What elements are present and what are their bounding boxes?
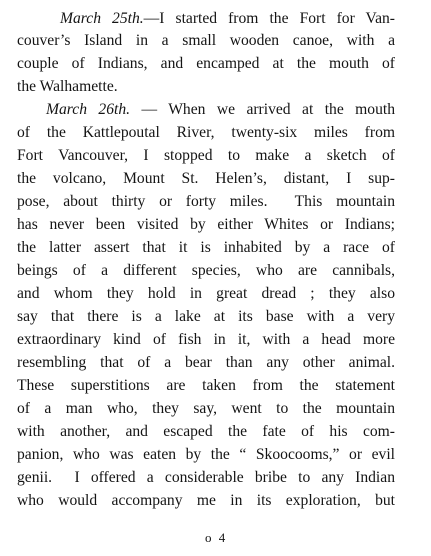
text-line: has never been visited by either Whites or Indians; <box>17 216 395 233</box>
text-line: couple of Indians, and encamped at the mouth of <box>17 55 395 72</box>
text-line: the Walhamette. <box>17 78 118 95</box>
text-line: beings of a different species, who are cannibals, <box>17 262 395 279</box>
text-line: couver’s Island in a small wooden canoe, with a <box>17 32 395 49</box>
text-line: genii. I offered a considerable bribe to any Indian <box>17 469 395 486</box>
text-line: extraordinary kind of fish in it, with a head more <box>17 331 395 348</box>
text-line: with another, and escaped the fate of his com- <box>17 423 395 440</box>
text-line: These superstitions are taken from the statement <box>17 377 395 394</box>
line-text: —I started from the Fort for Van- <box>143 10 395 27</box>
entry-date: March 25th. <box>60 10 144 27</box>
text-line <box>60 8 395 30</box>
text-line: who would accompany me in its exploration, but <box>17 492 395 509</box>
signature-mark: o 4 <box>205 530 228 545</box>
text-line: Fort Vancouver, I stopped to make a sketch of <box>17 147 395 164</box>
text-line: pose, about thirty or forty miles. This mountain <box>17 193 395 210</box>
text-line: of the Kattlepoutal River, twenty-six miles from <box>17 124 395 141</box>
text-line: panion, who was eaten by the “ Skoocooms,” or evil <box>17 446 395 463</box>
text-line: and whom they hold in great dread ; they also <box>17 285 395 302</box>
text-line: resembling that of a bear than any other animal. <box>17 354 395 371</box>
text-line: say that there is a lake at its base with a very <box>17 308 395 325</box>
text-line: the volcano, Mount St. Helen’s, distant, I sup- <box>17 170 395 187</box>
text-line <box>46 99 395 121</box>
text-line: the latter assert that it is inhabited by a race of <box>17 239 395 256</box>
line-text: — When we arrived at the mouth <box>130 101 396 118</box>
text-line: of a man who, they say, went to the mountain <box>17 400 395 417</box>
entry-date: March 26th. <box>46 101 131 118</box>
